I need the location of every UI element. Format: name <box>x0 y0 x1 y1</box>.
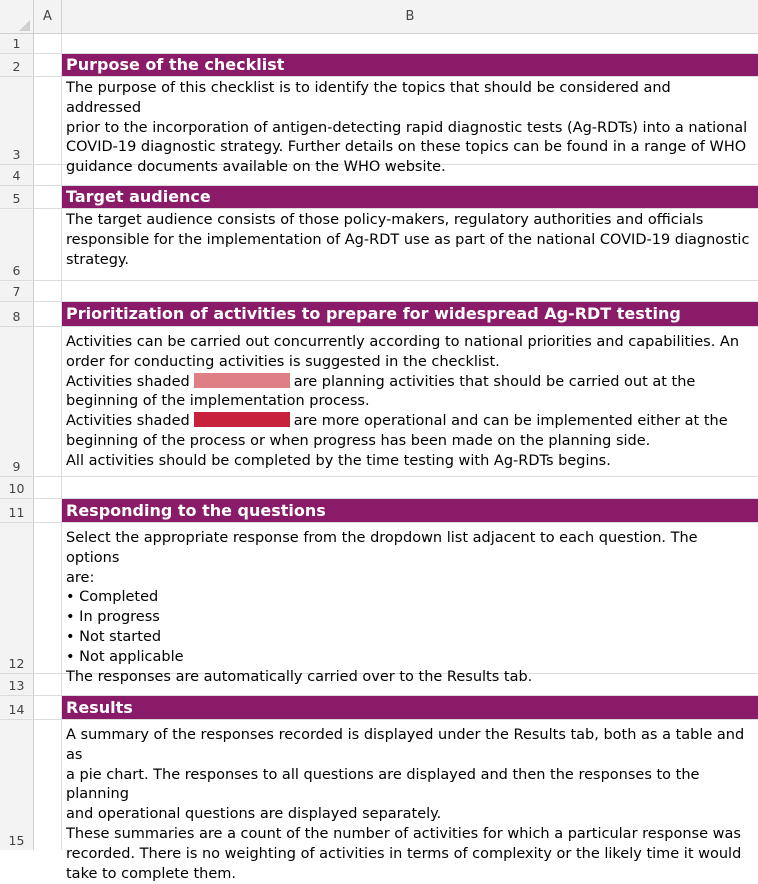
cell-b10[interactable] <box>62 477 758 498</box>
text-line: prior to the incorporation of antigen-detecting rapid diagnostic tests (Ag-RDTs) into a national <box>66 119 748 136</box>
text-line: a pie chart. The responses to all questions are displayed and then the responses to the planning <box>66 766 700 803</box>
row-header[interactable]: 5 <box>0 186 34 208</box>
cell-a8[interactable] <box>34 302 62 326</box>
text-line: The target audience consists of those policy-makers, regulatory authorities and officials <box>66 212 704 228</box>
sheet-row <box>0 186 758 209</box>
column-header-b[interactable]: B <box>405 9 415 24</box>
column-header-row <box>0 0 758 34</box>
column-header-a[interactable]: A <box>34 0 62 34</box>
cell-a6[interactable] <box>34 209 62 280</box>
select-all-corner[interactable] <box>0 0 34 34</box>
text-line: beginning of the implementation process. <box>66 393 370 410</box>
row-header[interactable]: 2 <box>0 54 34 76</box>
planning-suffix: are planning activities that should be carried out at the <box>293 373 696 390</box>
section-heading-prioritization[interactable]: Prioritization of activities to prepare for widespread Ag-RDT testing <box>62 302 758 326</box>
cell-b4[interactable] <box>62 165 758 185</box>
text-line: The purpose of this checklist is to identify the topics that should be considered and addressed <box>66 80 671 116</box>
text-line: COVID-19 diagnostic strategy. Further details on these topics can be found in a range of WHO <box>66 139 747 156</box>
select-all-triangle-icon <box>19 20 30 31</box>
cell-a11[interactable] <box>34 499 62 522</box>
sheet-row <box>0 477 758 499</box>
sheet-row <box>0 720 758 882</box>
row-header[interactable]: 3 <box>0 77 34 164</box>
row-header[interactable]: 10 <box>0 477 34 498</box>
sheet-row <box>0 499 758 523</box>
cell-b7[interactable] <box>62 281 758 301</box>
text-line: A summary of the responses recorded is displayed under the Results tab, both as a table and as <box>66 727 745 763</box>
sheet-row <box>0 523 758 685</box>
sheet-row <box>0 77 758 176</box>
cell-b9-prioritization-text[interactable] <box>62 327 758 476</box>
shade-prefix: Activities shaded <box>66 373 190 390</box>
text-line: Select the appropriate response from the dropdown list adjacent to each question. The options <box>66 530 698 566</box>
sheet-row <box>0 165 758 186</box>
text-line: beginning of the process or when progress has been made on the planning side. <box>66 432 651 449</box>
cell-a13[interactable] <box>34 674 62 695</box>
sheet-row <box>0 674 758 696</box>
sheet-row <box>0 281 758 302</box>
text-line: are: <box>66 569 95 586</box>
cell-a5[interactable] <box>34 186 62 208</box>
sheet-row <box>0 209 758 281</box>
row-header[interactable]: 13 <box>0 674 34 695</box>
bullet-not-applicable: • Not applicable <box>66 648 184 665</box>
text-line: The responses are automatically carried over to the Results tab. <box>66 668 533 685</box>
operational-color-swatch <box>194 412 290 427</box>
cell-a1[interactable] <box>34 34 62 53</box>
cell-b6-audience-text[interactable] <box>62 209 758 280</box>
row-header[interactable]: 11 <box>0 499 34 522</box>
bullet-completed: • Completed <box>66 589 159 606</box>
section-heading-results[interactable]: Results <box>62 696 758 719</box>
cell-a12[interactable] <box>34 523 62 673</box>
row-header[interactable]: 14 <box>0 696 34 719</box>
cell-b15-results-text[interactable] <box>62 720 758 882</box>
text-line: take to complete them. <box>66 865 237 882</box>
text-line: order for conducting activities is suggested in the checklist. <box>66 353 500 370</box>
row-header[interactable]: 1 <box>0 34 34 53</box>
text-line: responsible for the implementation of Ag-RDT use as part of the national COVID-19 diagnostic <box>66 231 750 248</box>
planning-color-swatch <box>194 373 290 388</box>
row-header[interactable]: 15 <box>0 720 34 850</box>
sheet-row <box>0 327 758 477</box>
row-header[interactable]: 8 <box>0 302 34 326</box>
cell-b1[interactable] <box>62 34 758 53</box>
sheet-row <box>0 54 758 77</box>
text-line: strategy. <box>66 251 130 268</box>
cell-a15[interactable] <box>34 720 62 850</box>
operational-legend-line <box>66 412 750 432</box>
sheet-row <box>0 34 758 54</box>
operational-suffix: are more operational and can be implemented either at the <box>293 413 728 430</box>
row-header[interactable]: 7 <box>0 281 34 301</box>
bullet-in-progress: • In progress <box>66 609 160 626</box>
cell-a3[interactable] <box>34 77 62 164</box>
section-heading-purpose[interactable]: Purpose of the checklist <box>62 54 758 76</box>
sheet-row <box>0 302 758 327</box>
shade-prefix: Activities shaded <box>66 413 190 430</box>
cell-a7[interactable] <box>34 281 62 301</box>
cell-b13[interactable] <box>62 674 758 695</box>
text-line: guidance documents available on the WHO website. <box>66 159 446 176</box>
row-header[interactable]: 9 <box>0 327 34 476</box>
cell-b12-responding-text[interactable] <box>62 523 758 685</box>
row-header[interactable]: 12 <box>0 523 34 673</box>
cell-a2[interactable] <box>34 54 62 76</box>
text-line: All activities should be completed by the time testing with Ag-RDTs begins. <box>66 452 611 469</box>
cell-a9[interactable] <box>34 327 62 476</box>
cell-b3-purpose-text[interactable] <box>62 77 758 176</box>
section-heading-responding[interactable]: Responding to the questions <box>62 499 758 522</box>
text-line: and operational questions are displayed separately. <box>66 806 442 823</box>
section-heading-target-audience[interactable]: Target audience <box>62 186 758 208</box>
text-line: Activities can be carried out concurrently according to national priorities and capabilities. An <box>66 334 740 350</box>
text-line: recorded. There is no weighting of activities in terms of complexity or the likely time it would <box>66 845 742 862</box>
cell-a14[interactable] <box>34 696 62 719</box>
bullet-not-started: • Not started <box>66 628 162 645</box>
cell-a4[interactable] <box>34 165 62 185</box>
text-line: These summaries are a count of the number of activities for which a particular response was <box>66 825 741 842</box>
cell-a10[interactable] <box>34 477 62 498</box>
row-header[interactable]: 6 <box>0 209 34 280</box>
planning-legend-line <box>66 373 750 393</box>
row-header[interactable]: 4 <box>0 165 34 185</box>
sheet-row <box>0 696 758 720</box>
